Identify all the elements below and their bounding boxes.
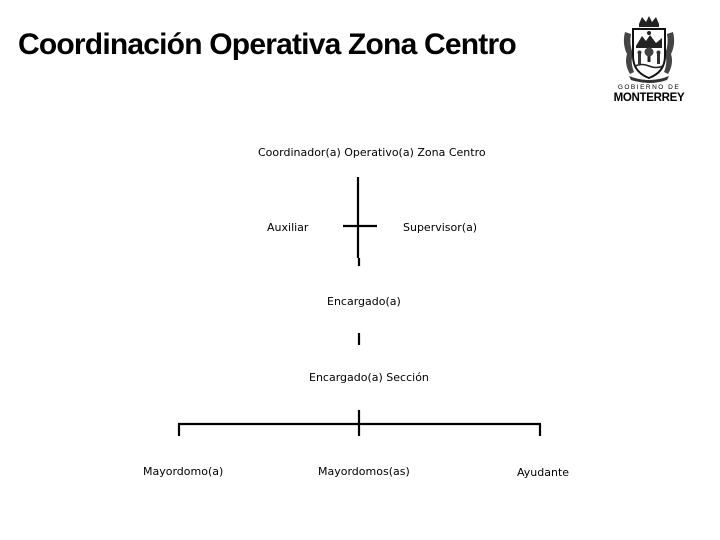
node-assistant: Auxiliar [267,221,309,234]
node-staff-majordomo: Mayordomo(a) [143,465,224,478]
page-title: Coordinación Operativa Zona Centro [18,28,516,61]
node-staff-helper: Ayudante [517,466,570,479]
logo-subtitle: GOBIERNO DE [617,84,681,91]
node-coordinator: Coordinador(a) Operativo(a) Zona Centro [258,146,486,159]
node-supervisor: Supervisor(a) [403,221,478,234]
node-section-manager: Encargado(a) Sección [309,371,429,384]
node-staff-majordomos: Mayordomos(as) [318,465,410,478]
node-manager: Encargado(a) [327,295,401,308]
logo-city-name: MONTERREY [613,92,685,104]
